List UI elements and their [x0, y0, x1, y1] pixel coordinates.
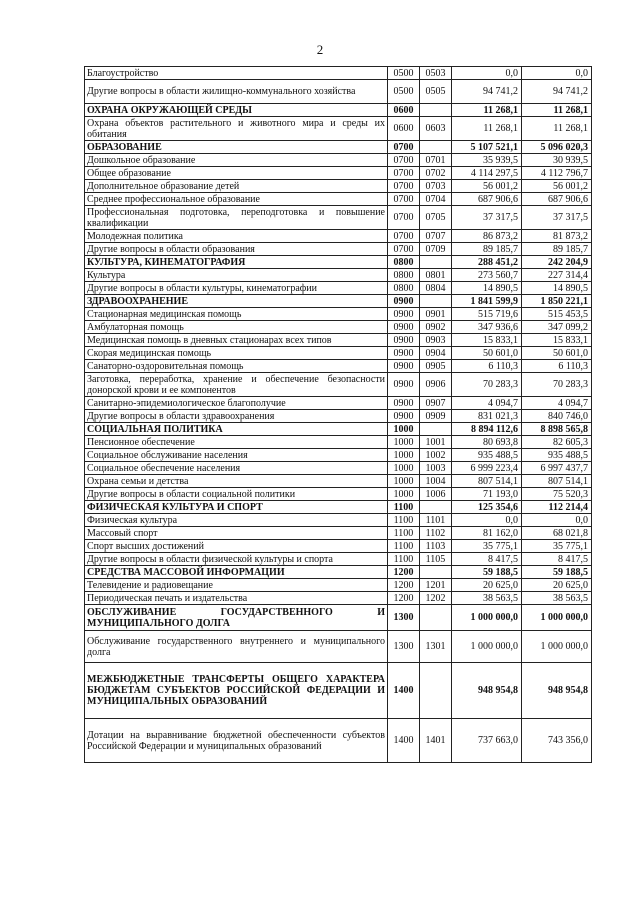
subsection-code-cell [420, 566, 452, 579]
table-row [85, 579, 592, 592]
section-code-cell: 0800 [388, 256, 420, 269]
subsection-code-cell: 1105 [420, 553, 452, 566]
section-code-cell: 1000 [388, 488, 420, 501]
expense-name-cell: Дотации на выравнивание бюджетной обеспеченности субъектов Российской Федерации и муниципальных образований [85, 719, 388, 763]
expense-name-cell: Санитарно-эпидемиологическое благополучие [85, 397, 388, 410]
subsection-code-cell: 0801 [420, 269, 452, 282]
amount-year1-cell: 8 417,5 [452, 553, 522, 566]
subsection-code-cell: 0901 [420, 308, 452, 321]
amount-year1-cell: 807 514,1 [452, 475, 522, 488]
table-row [85, 104, 592, 117]
subsection-code-cell: 0702 [420, 167, 452, 180]
table-row [85, 592, 592, 605]
subsection-code-cell: 1202 [420, 592, 452, 605]
table-row [85, 540, 592, 553]
subsection-code-cell: 0906 [420, 373, 452, 397]
table-row [85, 243, 592, 256]
section-code-cell: 1100 [388, 514, 420, 527]
expense-name-cell: Среднее профессиональное образование [85, 193, 388, 206]
amount-year2-cell: 5 096 020,3 [522, 141, 592, 154]
section-code-cell: 1400 [388, 719, 420, 763]
expense-name-cell: СРЕДСТВА МАССОВОЙ ИНФОРМАЦИИ [85, 566, 388, 579]
subsection-code-cell: 0701 [420, 154, 452, 167]
amount-year1-cell: 11 268,1 [452, 104, 522, 117]
table-row [85, 373, 592, 397]
subsection-code-cell: 1301 [420, 631, 452, 663]
expense-name-cell: Физическая культура [85, 514, 388, 527]
table-row [85, 347, 592, 360]
section-code-cell: 0700 [388, 193, 420, 206]
amount-year2-cell: 11 268,1 [522, 104, 592, 117]
expense-name-cell: Телевидение и радиовещание [85, 579, 388, 592]
expense-name-cell: Санаторно-оздоровительная помощь [85, 360, 388, 373]
amount-year2-cell: 94 741,2 [522, 80, 592, 104]
amount-year2-cell: 347 099,2 [522, 321, 592, 334]
expense-name-cell: Заготовка, переработка, хранение и обеспечение безопасности донорской крови и ее компонентов [85, 373, 388, 397]
budget-table [84, 66, 592, 763]
expense-name-cell: Дополнительное образование детей [85, 180, 388, 193]
subsection-code-cell: 1002 [420, 449, 452, 462]
amount-year2-cell: 56 001,2 [522, 180, 592, 193]
section-code-cell: 0600 [388, 117, 420, 141]
amount-year2-cell: 4 094,7 [522, 397, 592, 410]
section-code-cell: 0700 [388, 243, 420, 256]
table-row [85, 462, 592, 475]
budget-table-body [85, 67, 592, 763]
expense-name-cell: Дошкольное образование [85, 154, 388, 167]
subsection-code-cell: 0705 [420, 206, 452, 230]
expense-name-cell: Профессиональная подготовка, переподготовка и повышение квалификации [85, 206, 388, 230]
expense-name-cell: Молодежная политика [85, 230, 388, 243]
section-code-cell: 1000 [388, 423, 420, 436]
section-code-cell: 1100 [388, 553, 420, 566]
amount-year2-cell: 227 314,4 [522, 269, 592, 282]
table-row [85, 167, 592, 180]
table-row [85, 308, 592, 321]
amount-year1-cell: 1 000 000,0 [452, 631, 522, 663]
amount-year2-cell: 1 000 000,0 [522, 631, 592, 663]
section-code-cell: 0600 [388, 104, 420, 117]
section-code-cell: 1200 [388, 579, 420, 592]
amount-year1-cell: 37 317,5 [452, 206, 522, 230]
amount-year2-cell: 242 204,9 [522, 256, 592, 269]
subsection-code-cell: 1004 [420, 475, 452, 488]
table-row [85, 410, 592, 423]
amount-year1-cell: 4 114 297,5 [452, 167, 522, 180]
table-row [85, 193, 592, 206]
subsection-code-cell: 1201 [420, 579, 452, 592]
amount-year1-cell: 20 625,0 [452, 579, 522, 592]
subsection-code-cell: 0505 [420, 80, 452, 104]
amount-year2-cell: 35 775,1 [522, 540, 592, 553]
section-code-cell: 1000 [388, 462, 420, 475]
amount-year1-cell: 8 894 112,6 [452, 423, 522, 436]
subsection-code-cell: 1103 [420, 540, 452, 553]
amount-year1-cell: 0,0 [452, 67, 522, 80]
subsection-code-cell: 0709 [420, 243, 452, 256]
subsection-code-cell [420, 104, 452, 117]
section-code-cell: 1200 [388, 566, 420, 579]
subsection-code-cell [420, 423, 452, 436]
amount-year2-cell: 0,0 [522, 514, 592, 527]
expense-name-cell: Массовый спорт [85, 527, 388, 540]
table-row [85, 321, 592, 334]
amount-year1-cell: 288 451,2 [452, 256, 522, 269]
section-code-cell: 0700 [388, 230, 420, 243]
expense-name-cell: ОХРАНА ОКРУЖАЮЩЕЙ СРЕДЫ [85, 104, 388, 117]
expense-name-cell: Социальное обеспечение населения [85, 462, 388, 475]
amount-year2-cell: 0,0 [522, 67, 592, 80]
table-row [85, 360, 592, 373]
expense-name-cell: КУЛЬТУРА, КИНЕМАТОГРАФИЯ [85, 256, 388, 269]
table-row [85, 449, 592, 462]
subsection-code-cell: 1001 [420, 436, 452, 449]
amount-year2-cell: 30 939,5 [522, 154, 592, 167]
subsection-code-cell: 0903 [420, 334, 452, 347]
section-code-cell: 0900 [388, 308, 420, 321]
amount-year1-cell: 80 693,8 [452, 436, 522, 449]
expense-name-cell: ОБРАЗОВАНИЕ [85, 141, 388, 154]
table-row [85, 423, 592, 436]
table-row [85, 488, 592, 501]
amount-year2-cell: 515 453,5 [522, 308, 592, 321]
amount-year1-cell: 15 833,1 [452, 334, 522, 347]
table-row [85, 141, 592, 154]
subsection-code-cell: 0902 [420, 321, 452, 334]
table-row [85, 295, 592, 308]
amount-year1-cell: 71 193,0 [452, 488, 522, 501]
amount-year1-cell: 94 741,2 [452, 80, 522, 104]
amount-year1-cell: 948 954,8 [452, 663, 522, 719]
table-row [85, 553, 592, 566]
subsection-code-cell: 1401 [420, 719, 452, 763]
table-row [85, 117, 592, 141]
section-code-cell: 1300 [388, 605, 420, 631]
amount-year1-cell: 86 873,2 [452, 230, 522, 243]
section-code-cell: 0800 [388, 282, 420, 295]
section-code-cell: 0900 [388, 397, 420, 410]
table-row [85, 180, 592, 193]
amount-year2-cell: 82 605,3 [522, 436, 592, 449]
expense-name-cell: Медицинская помощь в дневных стационарах всех типов [85, 334, 388, 347]
section-code-cell: 0500 [388, 67, 420, 80]
amount-year1-cell: 11 268,1 [452, 117, 522, 141]
amount-year2-cell: 6 997 437,7 [522, 462, 592, 475]
section-code-cell: 1100 [388, 540, 420, 553]
amount-year1-cell: 50 601,0 [452, 347, 522, 360]
section-code-cell: 0900 [388, 410, 420, 423]
table-row [85, 475, 592, 488]
amount-year1-cell: 737 663,0 [452, 719, 522, 763]
amount-year2-cell: 948 954,8 [522, 663, 592, 719]
section-code-cell: 0900 [388, 347, 420, 360]
expense-name-cell: Другие вопросы в области образования [85, 243, 388, 256]
amount-year2-cell: 75 520,3 [522, 488, 592, 501]
section-code-cell: 0900 [388, 295, 420, 308]
amount-year2-cell: 38 563,5 [522, 592, 592, 605]
amount-year1-cell: 56 001,2 [452, 180, 522, 193]
amount-year1-cell: 81 162,0 [452, 527, 522, 540]
amount-year1-cell: 935 488,5 [452, 449, 522, 462]
amount-year1-cell: 0,0 [452, 514, 522, 527]
amount-year2-cell: 935 488,5 [522, 449, 592, 462]
amount-year2-cell: 807 514,1 [522, 475, 592, 488]
subsection-code-cell: 0703 [420, 180, 452, 193]
amount-year2-cell: 743 356,0 [522, 719, 592, 763]
table-row [85, 230, 592, 243]
amount-year2-cell: 112 214,4 [522, 501, 592, 514]
amount-year1-cell: 35 939,5 [452, 154, 522, 167]
amount-year2-cell: 15 833,1 [522, 334, 592, 347]
table-row [85, 514, 592, 527]
amount-year1-cell: 70 283,3 [452, 373, 522, 397]
table-row [85, 566, 592, 579]
expense-name-cell: Стационарная медицинская помощь [85, 308, 388, 321]
expense-name-cell: Скорая медицинская помощь [85, 347, 388, 360]
section-code-cell: 1400 [388, 663, 420, 719]
subsection-code-cell: 0804 [420, 282, 452, 295]
amount-year1-cell: 89 185,7 [452, 243, 522, 256]
amount-year2-cell: 89 185,7 [522, 243, 592, 256]
table-row [85, 269, 592, 282]
expense-name-cell: Социальное обслуживание населения [85, 449, 388, 462]
amount-year2-cell: 70 283,3 [522, 373, 592, 397]
subsection-code-cell: 1101 [420, 514, 452, 527]
expense-name-cell: Другие вопросы в области физической культуры и спорта [85, 553, 388, 566]
subsection-code-cell: 1006 [420, 488, 452, 501]
table-row [85, 527, 592, 540]
table-row [85, 501, 592, 514]
amount-year1-cell: 6 110,3 [452, 360, 522, 373]
amount-year2-cell: 14 890,5 [522, 282, 592, 295]
section-code-cell: 1000 [388, 436, 420, 449]
subsection-code-cell: 0904 [420, 347, 452, 360]
subsection-code-cell: 0905 [420, 360, 452, 373]
expense-name-cell: ОБСЛУЖИВАНИЕ ГОСУДАРСТВЕННОГО И МУНИЦИПАЛЬНОГО ДОЛГА [85, 605, 388, 631]
amount-year2-cell: 81 873,2 [522, 230, 592, 243]
expense-name-cell: Культура [85, 269, 388, 282]
subsection-code-cell: 1003 [420, 462, 452, 475]
amount-year2-cell: 59 188,5 [522, 566, 592, 579]
expense-name-cell: ЗДРАВООХРАНЕНИЕ [85, 295, 388, 308]
table-row [85, 631, 592, 663]
amount-year1-cell: 4 094,7 [452, 397, 522, 410]
subsection-code-cell: 0909 [420, 410, 452, 423]
amount-year2-cell: 1 850 221,1 [522, 295, 592, 308]
subsection-code-cell [420, 295, 452, 308]
table-row [85, 282, 592, 295]
amount-year1-cell: 125 354,6 [452, 501, 522, 514]
amount-year1-cell: 1 841 599,9 [452, 295, 522, 308]
subsection-code-cell: 0704 [420, 193, 452, 206]
amount-year1-cell: 515 719,6 [452, 308, 522, 321]
section-code-cell: 0500 [388, 80, 420, 104]
amount-year1-cell: 6 999 223,4 [452, 462, 522, 475]
amount-year2-cell: 4 112 796,7 [522, 167, 592, 180]
table-row [85, 206, 592, 230]
amount-year2-cell: 8 417,5 [522, 553, 592, 566]
amount-year2-cell: 50 601,0 [522, 347, 592, 360]
expense-name-cell: Охрана объектов растительного и животного мира и среды их обитания [85, 117, 388, 141]
expense-name-cell: Благоустройство [85, 67, 388, 80]
section-code-cell: 1200 [388, 592, 420, 605]
amount-year1-cell: 273 560,7 [452, 269, 522, 282]
amount-year1-cell: 1 000 000,0 [452, 605, 522, 631]
table-row [85, 334, 592, 347]
amount-year2-cell: 840 746,0 [522, 410, 592, 423]
subsection-code-cell: 0707 [420, 230, 452, 243]
expense-name-cell: СОЦИАЛЬНАЯ ПОЛИТИКА [85, 423, 388, 436]
section-code-cell: 1100 [388, 527, 420, 540]
amount-year1-cell: 38 563,5 [452, 592, 522, 605]
section-code-cell: 1100 [388, 501, 420, 514]
amount-year2-cell: 687 906,6 [522, 193, 592, 206]
expense-name-cell: ФИЗИЧЕСКАЯ КУЛЬТУРА И СПОРТ [85, 501, 388, 514]
amount-year2-cell: 20 625,0 [522, 579, 592, 592]
expense-name-cell: Охрана семьи и детства [85, 475, 388, 488]
amount-year1-cell: 687 906,6 [452, 193, 522, 206]
table-row [85, 397, 592, 410]
amount-year1-cell: 347 936,6 [452, 321, 522, 334]
subsection-code-cell: 1102 [420, 527, 452, 540]
amount-year2-cell: 8 898 565,8 [522, 423, 592, 436]
amount-year1-cell: 14 890,5 [452, 282, 522, 295]
subsection-code-cell [420, 605, 452, 631]
expense-name-cell: Другие вопросы в области здравоохранения [85, 410, 388, 423]
section-code-cell: 0900 [388, 334, 420, 347]
amount-year2-cell: 68 021,8 [522, 527, 592, 540]
amount-year1-cell: 59 188,5 [452, 566, 522, 579]
amount-year2-cell: 6 110,3 [522, 360, 592, 373]
table-row [85, 80, 592, 104]
expense-name-cell: Другие вопросы в области культуры, кинематографии [85, 282, 388, 295]
section-code-cell: 1000 [388, 475, 420, 488]
table-row [85, 605, 592, 631]
amount-year1-cell: 5 107 521,1 [452, 141, 522, 154]
table-row [85, 719, 592, 763]
section-code-cell: 0900 [388, 373, 420, 397]
expense-name-cell: Амбулаторная помощь [85, 321, 388, 334]
section-code-cell: 0700 [388, 180, 420, 193]
amount-year2-cell: 37 317,5 [522, 206, 592, 230]
expense-name-cell: Пенсионное обеспечение [85, 436, 388, 449]
table-row [85, 154, 592, 167]
expense-name-cell: Спорт высших достижений [85, 540, 388, 553]
section-code-cell: 0700 [388, 167, 420, 180]
amount-year2-cell: 11 268,1 [522, 117, 592, 141]
section-code-cell: 1000 [388, 449, 420, 462]
section-code-cell: 0900 [388, 360, 420, 373]
section-code-cell: 1300 [388, 631, 420, 663]
expense-name-cell: Другие вопросы в области жилищно-коммунального хозяйства [85, 80, 388, 104]
subsection-code-cell [420, 663, 452, 719]
table-row [85, 67, 592, 80]
page-number: 2 [316, 42, 324, 57]
section-code-cell: 0700 [388, 206, 420, 230]
table-row [85, 436, 592, 449]
table-row [85, 256, 592, 269]
section-code-cell: 0700 [388, 141, 420, 154]
expense-name-cell: Обслуживание государственного внутреннего и муниципального долга [85, 631, 388, 663]
amount-year1-cell: 831 021,3 [452, 410, 522, 423]
expense-name-cell: Другие вопросы в области социальной политики [85, 488, 388, 501]
subsection-code-cell [420, 501, 452, 514]
section-code-cell: 0900 [388, 321, 420, 334]
subsection-code-cell: 0503 [420, 67, 452, 80]
subsection-code-cell [420, 256, 452, 269]
subsection-code-cell: 0907 [420, 397, 452, 410]
expense-name-cell: МЕЖБЮДЖЕТНЫЕ ТРАНСФЕРТЫ ОБЩЕГО ХАРАКТЕРА БЮДЖЕТАМ СУБЪЕКТОВ РОССИЙСКОЙ ФЕДЕРАЦИИ И МУНИЦИПАЛЬНЫХ ОБРАЗОВАНИЙ [85, 663, 388, 719]
section-code-cell: 0800 [388, 269, 420, 282]
expense-name-cell: Периодическая печать и издательства [85, 592, 388, 605]
subsection-code-cell: 0603 [420, 117, 452, 141]
amount-year1-cell: 35 775,1 [452, 540, 522, 553]
subsection-code-cell [420, 141, 452, 154]
section-code-cell: 0700 [388, 154, 420, 167]
expense-name-cell: Общее образование [85, 167, 388, 180]
table-row [85, 663, 592, 719]
amount-year2-cell: 1 000 000,0 [522, 605, 592, 631]
